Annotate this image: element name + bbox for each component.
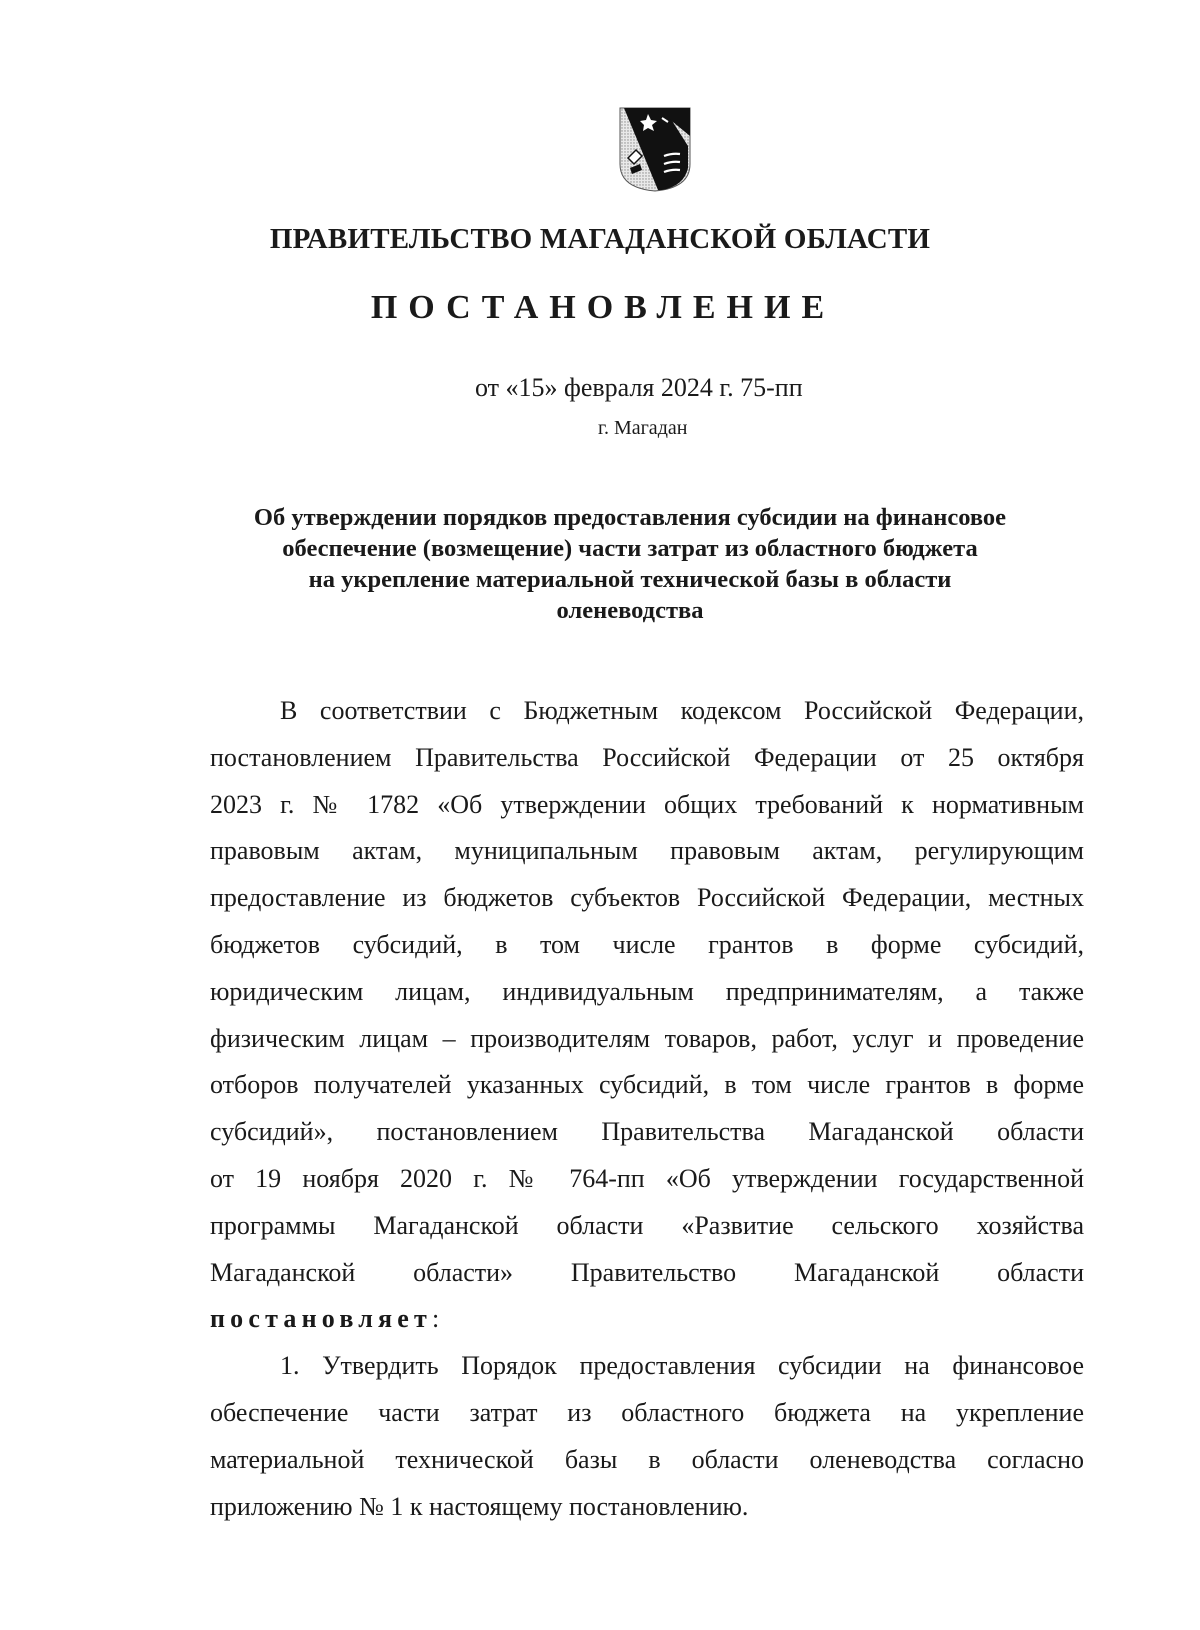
- preamble-line: отборов получателей указанных субсидий, в том числе грантов в форме: [210, 1070, 1084, 1100]
- preamble-line: В соответствии с Бюджетным кодексом Российской Федерации,: [280, 696, 1084, 725]
- preamble-line: постановлением Правительства Российской Федерации от 25 октября: [210, 742, 1084, 772]
- subject-line: на укрепление материальной технической базы в области: [308, 566, 952, 593]
- subject-line: обеспечение (возмещение) части затрат из областного бюджета: [282, 535, 978, 562]
- preamble-line: Магаданской области» Правительство Магаданской области: [210, 1257, 1084, 1287]
- preamble-line: программы Магаданской области «Развитие сельского хозяйства: [210, 1210, 1084, 1240]
- preamble-line: физическим лицам – производителям товаров, работ, услуг и проведение: [210, 1023, 1084, 1053]
- document-date-number: от «15» февраля 2024 г. 75-пп: [475, 373, 803, 402]
- preamble-line: от 19 ноября 2020 г. № 764-пп «Об утверждении государственной: [210, 1163, 1084, 1193]
- preamble-line: юридическим лицам, индивидуальным предпринимателям, а также: [210, 976, 1084, 1006]
- preamble-line: 2023 г. № 1782 «Об утверждении общих требований к нормативным: [210, 789, 1084, 819]
- decree-word: постановляет: [210, 1304, 433, 1334]
- preamble-line: предоставление из бюджетов субъектов Российской Федерации, местных: [210, 883, 1084, 913]
- document-subject: [180, 502, 1080, 626]
- item-line: обеспечение части затрат из областного бюджета на укрепление: [210, 1397, 1084, 1427]
- decree-colon: :: [432, 1304, 440, 1334]
- item-line: приложению № 1 к настоящему постановлению.: [210, 1491, 749, 1521]
- subject-line: Об утверждении порядков предоставления субсидии на финансовое: [253, 504, 1007, 531]
- document-type-title: ПОСТАНОВЛЕНИЕ: [370, 289, 836, 326]
- document-city: г. Магадан: [598, 417, 688, 439]
- document-body: [210, 688, 1084, 1530]
- subject-line: оленеводства: [556, 597, 704, 624]
- preamble-line: субсидий», постановлением Правительства Магаданской области: [210, 1117, 1084, 1147]
- coat-of-arms-icon: [618, 106, 692, 192]
- government-title: ПРАВИТЕЛЬСТВО МАГАДАНСКОЙ ОБЛАСТИ: [269, 223, 931, 255]
- preamble-line: бюджетов субсидий, в том числе грантов в форме субсидий,: [210, 929, 1084, 959]
- decree-line: [210, 1296, 1084, 1343]
- preamble-line: правовым актам, муниципальным правовым актам, регулирующим: [210, 836, 1084, 866]
- item-line: 1. Утвердить Порядок предоставления субсидии на финансовое: [280, 1351, 1084, 1381]
- item-line: материальной технической базы в области оленеводства согласно: [210, 1444, 1084, 1474]
